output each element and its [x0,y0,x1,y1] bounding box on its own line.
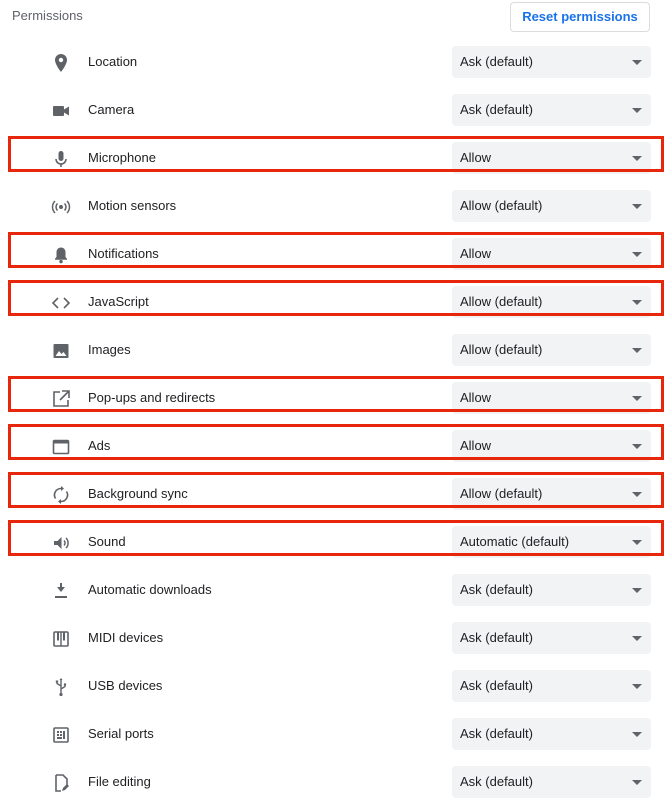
permission-select-microphone[interactable] [452,142,651,174]
select-value: Allow [460,390,492,405]
permission-select-sound[interactable] [452,526,651,558]
reset-permissions-button[interactable]: Reset permissions [510,2,650,32]
permission-select-camera[interactable] [452,94,651,126]
permission-row-midi-devices [0,614,672,662]
chevron-down-icon [632,348,642,353]
permission-label: Images [88,342,131,357]
select-value: Ask (default) [460,630,533,645]
permission-select-motion-sensors[interactable] [452,190,651,222]
permission-row-usb-devices [0,662,672,710]
camera-icon [50,100,72,122]
volume-icon [50,532,72,554]
chevron-down-icon [632,396,642,401]
select-value: Allow (default) [460,294,543,309]
select-value: Allow (default) [460,198,543,213]
chevron-down-icon [632,156,642,161]
permission-label: MIDI devices [88,630,164,645]
chevron-down-icon [632,204,642,209]
permission-label: Camera [88,102,135,117]
piano-icon [50,628,72,650]
permission-row-pop-ups-and-redirects [0,374,672,422]
select-value: Allow (default) [460,486,543,501]
permission-row-file-editing [0,758,672,806]
chevron-down-icon [632,252,642,257]
permission-label: Ads [88,438,111,453]
permission-select-automatic-downloads[interactable] [452,574,651,606]
permission-row-microphone [0,134,672,182]
select-value: Ask (default) [460,54,533,69]
select-value: Automatic (default) [460,534,570,549]
chevron-down-icon [632,636,642,641]
browser-window-icon [50,436,72,458]
permission-row-location [0,38,672,86]
select-value: Ask (default) [460,678,533,693]
chevron-down-icon [632,492,642,497]
image-icon [50,340,72,362]
permission-select-location[interactable] [452,46,651,78]
permission-row-sound [0,518,672,566]
chevron-down-icon [632,684,642,689]
chevron-down-icon [632,108,642,113]
serial-port-icon [50,724,72,746]
permission-label: Location [88,54,138,69]
usb-icon [50,676,72,698]
permission-select-notifications[interactable] [452,238,651,270]
permission-select-background-sync[interactable] [452,478,651,510]
permission-select-usb-devices[interactable] [452,670,651,702]
select-value: Ask (default) [460,774,533,789]
select-value: Allow [460,438,492,453]
permission-row-images [0,326,672,374]
code-icon [50,292,72,314]
select-value: Ask (default) [460,102,533,117]
chevron-down-icon [632,60,642,65]
permission-label: Notifications [88,246,159,261]
permission-label: Microphone [88,150,156,165]
location-pin-icon [50,52,72,74]
permission-label: Sound [88,534,126,549]
microphone-icon [50,148,72,170]
permission-row-motion-sensors [0,182,672,230]
permission-row-javascript [0,278,672,326]
permission-select-file-editing[interactable] [452,766,651,798]
permission-label: Background sync [88,486,188,501]
select-value: Allow (default) [460,342,543,357]
permission-row-background-sync [0,470,672,518]
select-value: Allow [460,150,492,165]
permission-label: USB devices [88,678,163,693]
chevron-down-icon [632,300,642,305]
select-value: Allow [460,246,492,261]
chevron-down-icon [632,540,642,545]
permission-label: Automatic downloads [88,582,212,597]
section-title: Permissions [12,8,83,23]
sensors-icon [50,196,72,218]
permission-select-serial-ports[interactable] [452,718,651,750]
permission-label: Serial ports [88,726,154,741]
chevron-down-icon [632,444,642,449]
permission-label: File editing [88,774,151,789]
open-in-new-icon [50,388,72,410]
select-value: Ask (default) [460,726,533,741]
file-edit-icon [50,772,72,794]
permission-select-midi-devices[interactable] [452,622,651,654]
sync-icon [50,484,72,506]
download-icon [50,580,72,602]
permission-row-notifications [0,230,672,278]
permission-row-serial-ports [0,710,672,758]
chevron-down-icon [632,780,642,785]
permission-select-javascript[interactable] [452,286,651,318]
permission-select-ads[interactable] [452,430,651,462]
chevron-down-icon [632,732,642,737]
permission-row-camera [0,86,672,134]
permission-row-automatic-downloads [0,566,672,614]
permission-select-images[interactable] [452,334,651,366]
permission-label: Motion sensors [88,198,177,213]
select-value: Ask (default) [460,582,533,597]
permission-select-pop-ups-and-redirects[interactable] [452,382,651,414]
permission-label: Pop-ups and redirects [88,390,216,405]
bell-icon [50,244,72,266]
permission-label: JavaScript [88,294,149,309]
chevron-down-icon [632,588,642,593]
permission-row-ads [0,422,672,470]
